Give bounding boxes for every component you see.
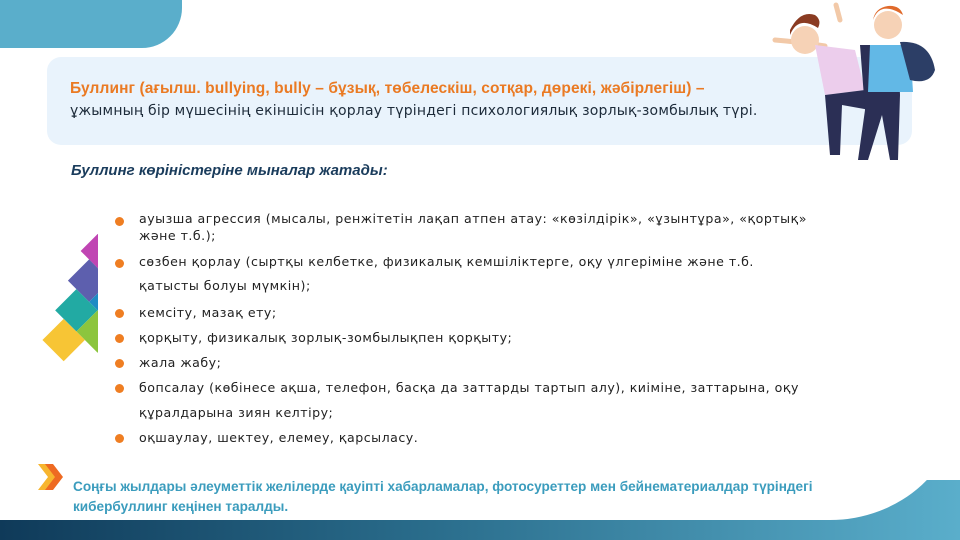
list-item: кемсіту, мазақ ету; (112, 300, 892, 325)
bullet-dot-icon (115, 334, 124, 343)
kids-illustration-icon (770, 0, 955, 165)
chevron-right-icon (36, 462, 66, 492)
top-tab-decoration (0, 0, 182, 48)
bullet-dot-icon (115, 259, 124, 268)
list-item: оқшаулау, шектеу, елемеу, қарсыласу. (112, 425, 892, 450)
definition-text: ұжымның бір мүшесінің екіншісін қорлау түріндегі психологиялық зорлық-зомбылық түрі. (70, 103, 758, 119)
list-item: сөзбен қорлау (сыртқы келбетке, физикалық кемшіліктерге, оқу үлгеріміне және т.б. қатысты болуы мүмкін); (112, 250, 892, 298)
bullet-dot-icon (115, 359, 124, 368)
bullet-dot-icon (115, 384, 124, 393)
bullet-dot-icon (115, 309, 124, 318)
list-item: қорқыту, физикалық зорлық-зомбылықпен қорқыту; (112, 325, 892, 350)
section-heading: Буллинг көріністеріне мыналар жатады: (71, 162, 388, 179)
manifestations-list (112, 210, 892, 450)
closing-statement: Соңғы жылдары әлеуметтік желілерде қауіпті хабарламалар, фотосуреттер мен бейнематериалдар түріндегі кибербуллинг кеңінен таралды. (73, 479, 813, 514)
list-item: ауызша агрессия (мысалы, ренжітетін лақап атпен атау: «көзілдірік», «ұзынтұра», «қортық» және т.б.); (112, 210, 892, 244)
list-item: бопсалау (көбінесе ақша, телефон, басқа да заттарды тартып алу), киіміне, заттарына, оқу құралдарына зиян келтіру; (112, 375, 892, 425)
bullet-dot-icon (115, 217, 124, 226)
definition-title: Буллинг (ағылш. bullying, bully – бұзық, төбелескіш, сотқар, дөрекі, жәбірлегіш) – (70, 80, 705, 97)
list-item: жала жабу; (112, 350, 892, 375)
puzzle-pieces-icon (18, 196, 98, 436)
bullet-dot-icon (115, 434, 124, 443)
